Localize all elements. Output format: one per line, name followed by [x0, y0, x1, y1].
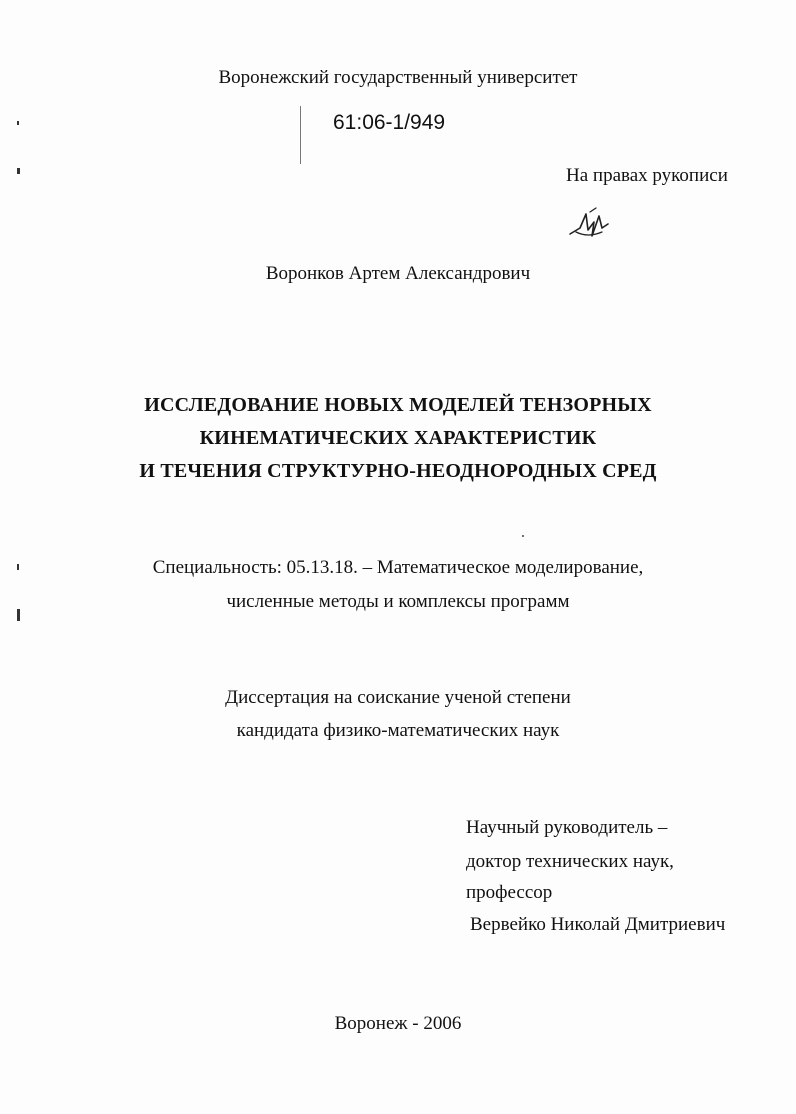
signature-icon	[566, 202, 616, 242]
scan-mark	[17, 168, 20, 174]
degree-line-2: кандидата физико-математических наук	[236, 720, 560, 741]
title-line-2: КИНЕМАТИЧЕСКИХ ХАРАКТЕРИСТИК	[199, 427, 597, 449]
supervisor-degree: доктор технических наук,	[466, 851, 674, 872]
university-name: Воронежский государственный университет	[218, 67, 578, 88]
supervisor-name: Вервейко Николай Дмитриевич	[470, 914, 726, 935]
margin-line	[300, 106, 301, 164]
specialty-line-2: численные методы и комплексы программ	[226, 591, 570, 612]
scan-mark	[17, 564, 19, 570]
title-line-3: И ТЕЧЕНИЯ СТРУКТУРНО-НЕОДНОРОДНЫХ СРЕД	[139, 460, 657, 482]
title-line-1: ИССЛЕДОВАНИЕ НОВЫХ МОДЕЛЕЙ ТЕНЗОРНЫХ	[144, 394, 652, 416]
specialty-line-1: Специальность: 05.13.18. – Математическое моделирование,	[152, 557, 644, 578]
scan-dot	[522, 535, 524, 537]
author-name: Воронков Артем Александрович	[265, 263, 531, 284]
city-year: Воронеж - 2006	[334, 1013, 462, 1034]
degree-line-1: Диссертация на соискание ученой степени	[225, 687, 571, 708]
manuscript-rights-note: На правах рукописи	[566, 165, 728, 186]
scan-mark	[17, 121, 19, 125]
supervisor-role: Научный руководитель –	[466, 817, 668, 838]
scan-mark	[17, 609, 20, 621]
supervisor-title: профессор	[466, 882, 553, 903]
catalog-number: 61:06-1/949	[333, 111, 446, 134]
